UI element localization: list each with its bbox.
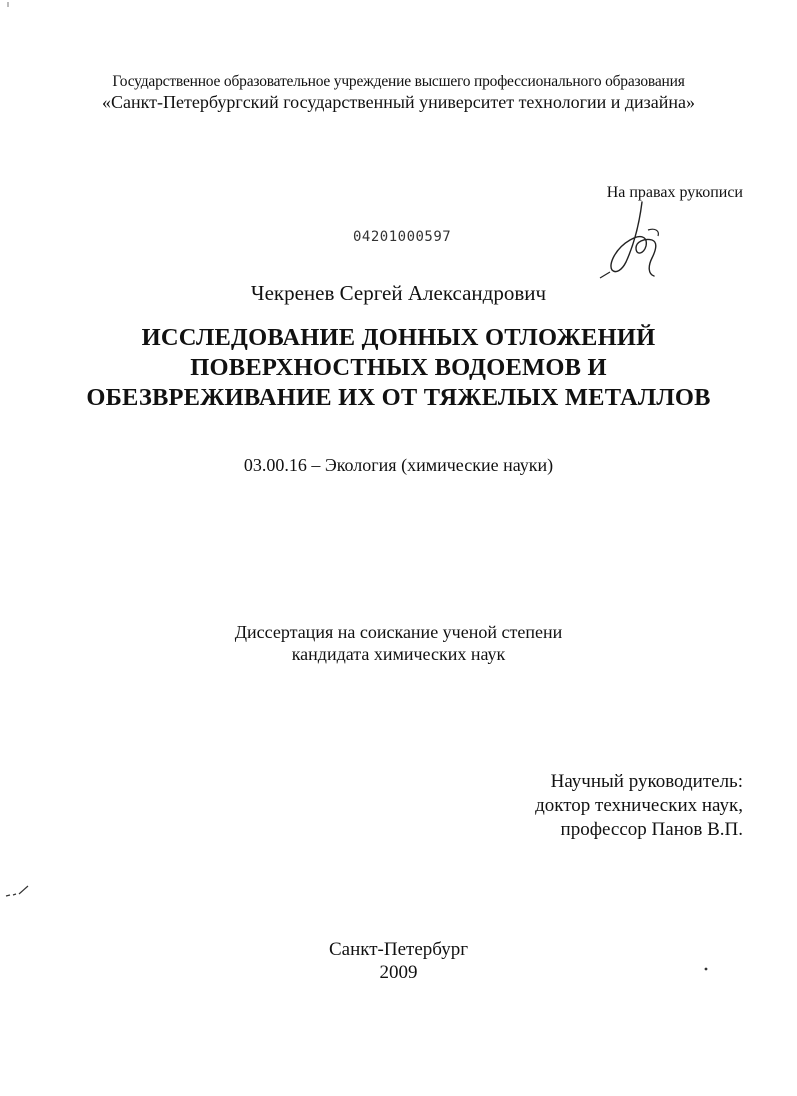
manuscript-rights-note: На правах рукописи bbox=[606, 184, 743, 201]
degree-line-1: Диссертация на соискание ученой степени bbox=[234, 622, 563, 642]
year: 2009 bbox=[379, 962, 418, 983]
author-name: Чекренев Сергей Александрович bbox=[250, 281, 547, 305]
supervisor-name: профессор Панов В.П. bbox=[560, 819, 743, 840]
title-line-3: ОБЕЗВРЕЖИВАНИЕ ИХ ОТ ТЯЖЕЛЫХ МЕТАЛЛОВ bbox=[86, 384, 711, 411]
specialty-code: 03.00.16 – Экология (химические науки) bbox=[243, 455, 554, 475]
city: Санкт-Петербург bbox=[328, 939, 468, 960]
institution-line-1: Государственное образовательное учреждение высшего профессионального образования bbox=[112, 73, 685, 90]
title-line-1: ИССЛЕДОВАНИЕ ДОННЫХ ОТЛОЖЕНИЙ bbox=[141, 324, 656, 351]
scan-dot-mark bbox=[703, 966, 709, 972]
supervisor-degree: доктор технических наук, bbox=[535, 795, 743, 816]
scan-speck-mark bbox=[4, 884, 30, 900]
scan-corner-mark bbox=[6, 2, 10, 8]
supervisor-heading: Научный руководитель: bbox=[550, 771, 743, 792]
library-stamp-number: 04201000597 bbox=[353, 229, 452, 245]
title-line-2: ПОВЕРХНОСТНЫХ ВОДОЕМОВ И bbox=[190, 354, 607, 381]
dissertation-title bbox=[0, 323, 797, 413]
degree-line-2: кандидата химических наук bbox=[291, 644, 506, 664]
institution-line-2: «Санкт-Петербургский государственный университет технологии и дизайна» bbox=[102, 92, 695, 112]
handwritten-signature bbox=[596, 200, 676, 280]
